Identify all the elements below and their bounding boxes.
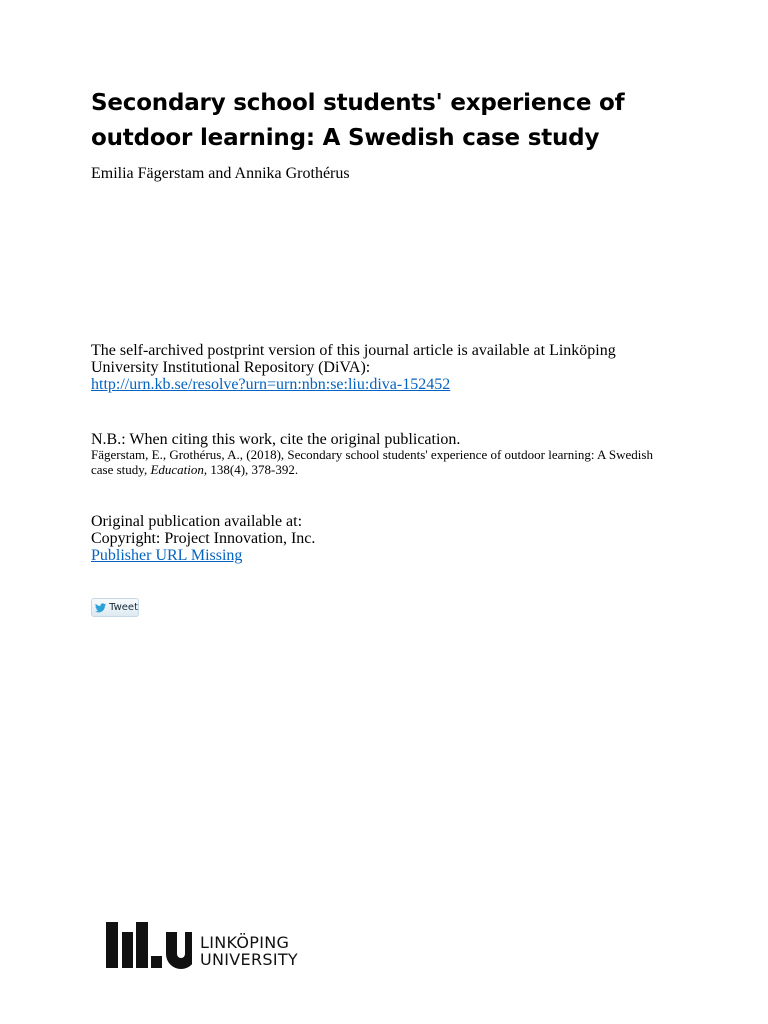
liu-logo-text [200, 934, 298, 968]
citation [91, 448, 666, 477]
tweet-label: Tweet [109, 602, 138, 613]
citation-journal: Education [150, 461, 204, 477]
archive-notice [91, 342, 691, 393]
publisher-url-link[interactable]: Publisher URL Missing [91, 547, 243, 564]
copyright-line: Copyright: Project Innovation, Inc. [91, 530, 316, 547]
diva-url-link[interactable]: http://urn.kb.se/resolve?urn=urn:nbn:se:liu:diva-152452 [91, 376, 451, 393]
logo-line-1: LINKÖPING [200, 933, 290, 952]
tweet-button[interactable] [91, 598, 139, 617]
document-title [91, 86, 711, 156]
liu-logo [106, 922, 306, 970]
title-line-2: outdoor learning: A Swedish case study [91, 125, 600, 151]
archive-line-1: The self-archived postprint version of this journal article is available at Linköping [91, 342, 616, 359]
original-line-1: Original publication available at: [91, 513, 303, 530]
citation-suffix: , 138(4), 378-392. [203, 461, 299, 477]
original-publication [91, 513, 691, 564]
archive-line-2: University Institutional Repository (DiVA): [91, 359, 371, 376]
citation-prefix: Fägerstam, E., Grothérus, A., (2018), Secondary school students' experience of outdoor learning: A Swedish case study, [91, 447, 653, 477]
liu-logo-mark [106, 922, 192, 969]
citing-note: N.B.: When citing this work, cite the original publication. [91, 431, 461, 448]
citing-notice [91, 431, 691, 477]
authors: Emilia Fägerstam and Annika Grothérus [91, 165, 350, 182]
logo-line-2: UNIVERSITY [200, 950, 298, 969]
twitter-bird-icon [95, 603, 106, 613]
title-line-1: Secondary school students' experience of [91, 90, 625, 116]
